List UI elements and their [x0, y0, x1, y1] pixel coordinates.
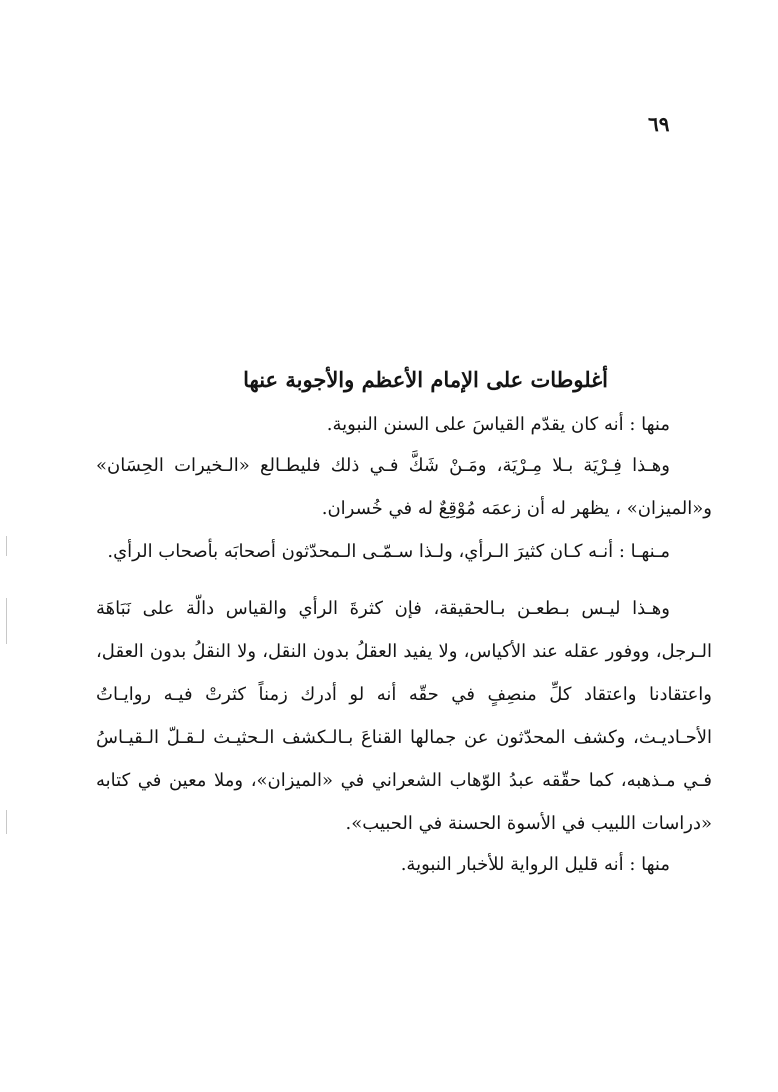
- margin-scan-mark: [6, 536, 7, 556]
- margin-scan-mark: [6, 598, 7, 644]
- margin-scan-mark: [6, 810, 7, 834]
- page-body: [96, 355, 712, 884]
- paragraph-spacer: [96, 573, 712, 587]
- paragraph-reply-2: وهـذا ليـس بـطعـن بـالحقيقة، فإن كثرةَ الرأي والقياس دالّة على نَبَاهَة الـرجل، ووفور عقله عند الأكياس، ولا يفيد العقلُ بدون النقل، ولا النقلُ بدون العقل، واعتقادنا واعتقاد كلِّ منصِفٍ في حقّه أنه لو أدرك زمناً كثرتْ فيـه روايـاتُ الأحـاديـث، وكشف المحدّثون عن جمالها القناعَ بـالـكشف الـحثيـث لـقـلّ الـقيـاسُ فـي مـذهبه، كما حقّقه عبدُ الوّهاب الشعراني في «الميزان»، وملا معين في كتابه «دراسات اللبيب في الأسوة الحسنة في الحبيب».: [96, 598, 712, 834]
- section-title: أغلوطات على الإمام الأعظم والأجوبة عنها: [243, 367, 608, 392]
- paragraph-reply-1: وهـذا فِـرْيَة بـلا مِـرْيَة، ومَـنْ شَكَّ فـي ذلك فليطـالع «الـخيرات الحِسَان» و«الميزان» ، يظهر له أن زعمَه مُوْقِعٌ له في خُسران.: [96, 455, 712, 519]
- paragraph-claim-1: منها : أنه كان يقدّم القياسَ على السنن النبوية.: [326, 414, 670, 435]
- paragraph-claim-2: مـنهـا : أنـه كـان كثيرَ الـرأي، ولـذا سـمّـى الـمحدّثون أصحابَه بأصحاب الرأي.: [107, 541, 670, 562]
- page-number: ٦٩: [648, 112, 670, 136]
- paragraph-claim-3: منها : أنه قليل الرواية للأخبار النبوية.: [400, 854, 670, 875]
